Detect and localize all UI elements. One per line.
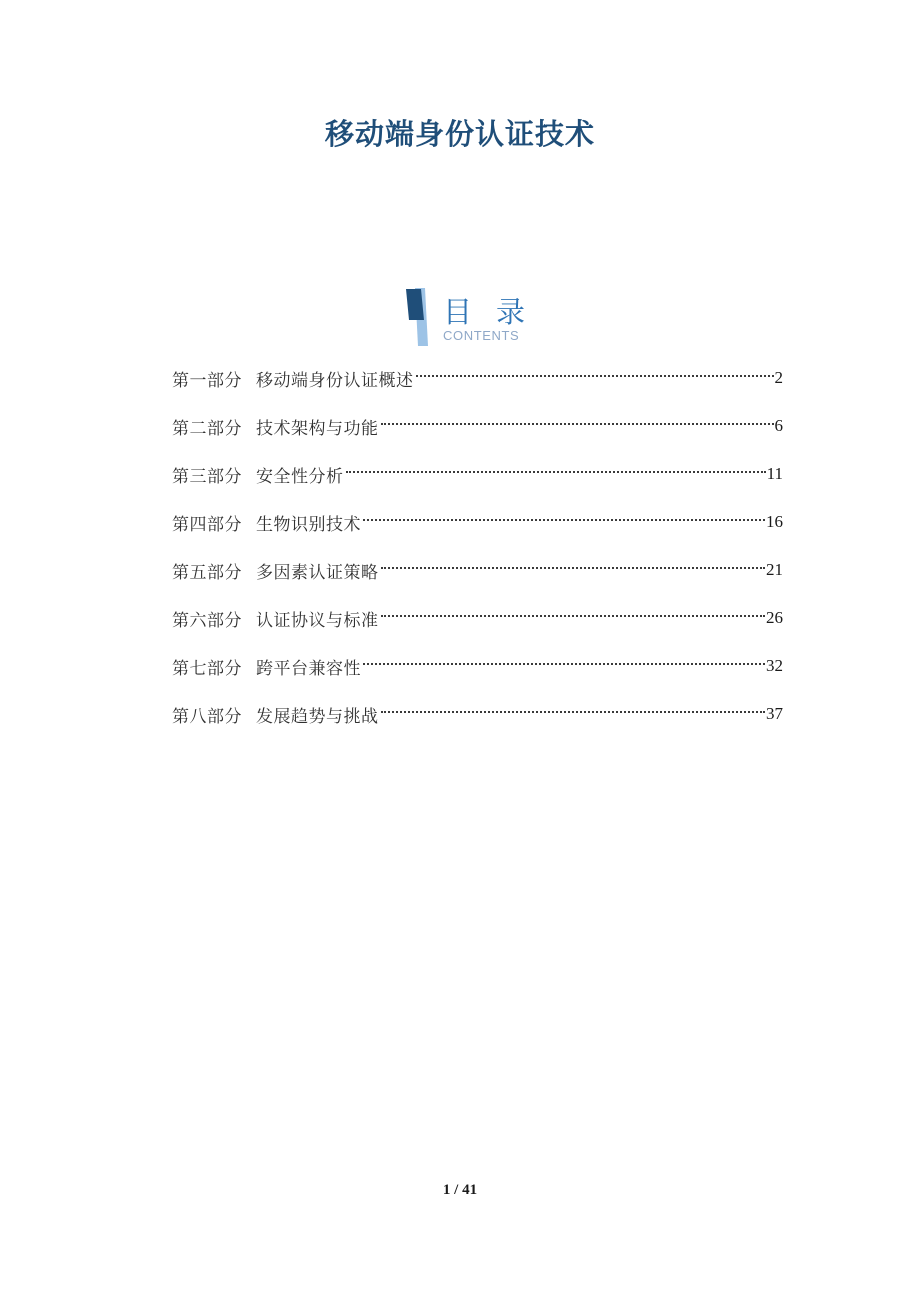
- toc-entry-title: 认证协议与标准: [256, 610, 379, 630]
- toc-list: [172, 354, 783, 738]
- toc-entry-part: 第八部分: [172, 706, 242, 726]
- toc-entry-part: 第五部分: [172, 562, 242, 582]
- toc-leader-dots: [416, 375, 774, 377]
- toc-entry-title: 安全性分析: [256, 466, 344, 486]
- toc-heading-en: CONTENTS: [443, 328, 520, 343]
- toc-entry[interactable]: [172, 642, 783, 690]
- toc-logo-mark-icon: [398, 286, 430, 348]
- toc-leader-dots: [363, 663, 765, 665]
- toc-logo: [398, 285, 558, 351]
- document-title: 移动端身份认证技术: [324, 119, 595, 151]
- toc-entry[interactable]: [172, 594, 783, 642]
- toc-entry-title: 生物识别技术: [256, 514, 361, 534]
- toc-entry-part: 第七部分: [172, 658, 242, 678]
- toc-entry-title: 发展趋势与挑战: [256, 706, 379, 726]
- toc-entry-title: 跨平台兼容性: [256, 658, 361, 678]
- toc-leader-dots: [363, 519, 765, 521]
- toc-entry[interactable]: [172, 354, 783, 402]
- toc-entry-page: 26: [766, 608, 783, 627]
- toc-entry-part: 第一部分: [172, 370, 242, 390]
- logo-dark-bar: [406, 289, 424, 320]
- toc-entry[interactable]: [172, 450, 783, 498]
- toc-entry-part: 第六部分: [172, 610, 242, 630]
- toc-entry[interactable]: [172, 690, 783, 738]
- toc-entry-page: 37: [766, 704, 783, 723]
- toc-entry-page: 11: [766, 464, 783, 483]
- toc-entry-page: 32: [766, 656, 783, 675]
- toc-entry-title: 多因素认证策略: [256, 562, 379, 582]
- toc-entry-title: 移动端身份认证概述: [256, 370, 414, 390]
- toc-entry-part: 第三部分: [172, 466, 242, 486]
- toc-leader-dots: [381, 615, 766, 617]
- toc-leader-dots: [381, 567, 766, 569]
- toc-leader-dots: [381, 423, 774, 425]
- toc-entry-part: 第四部分: [172, 514, 242, 534]
- toc-leader-dots: [346, 471, 766, 473]
- toc-entry-page: 16: [766, 512, 783, 531]
- page-number: 1 / 41: [442, 1182, 478, 1198]
- toc-leader-dots: [381, 711, 766, 713]
- toc-heading-cn: 目 录: [443, 297, 528, 329]
- toc-entry-part: 第二部分: [172, 418, 242, 438]
- toc-entry[interactable]: [172, 498, 783, 546]
- toc-entry-page: 21: [766, 560, 783, 579]
- toc-entry[interactable]: [172, 546, 783, 594]
- toc-entry-page: 6: [774, 416, 783, 435]
- toc-entry-page: 2: [774, 368, 783, 387]
- toc-entry[interactable]: [172, 402, 783, 450]
- toc-entry-title: 技术架构与功能: [256, 418, 379, 438]
